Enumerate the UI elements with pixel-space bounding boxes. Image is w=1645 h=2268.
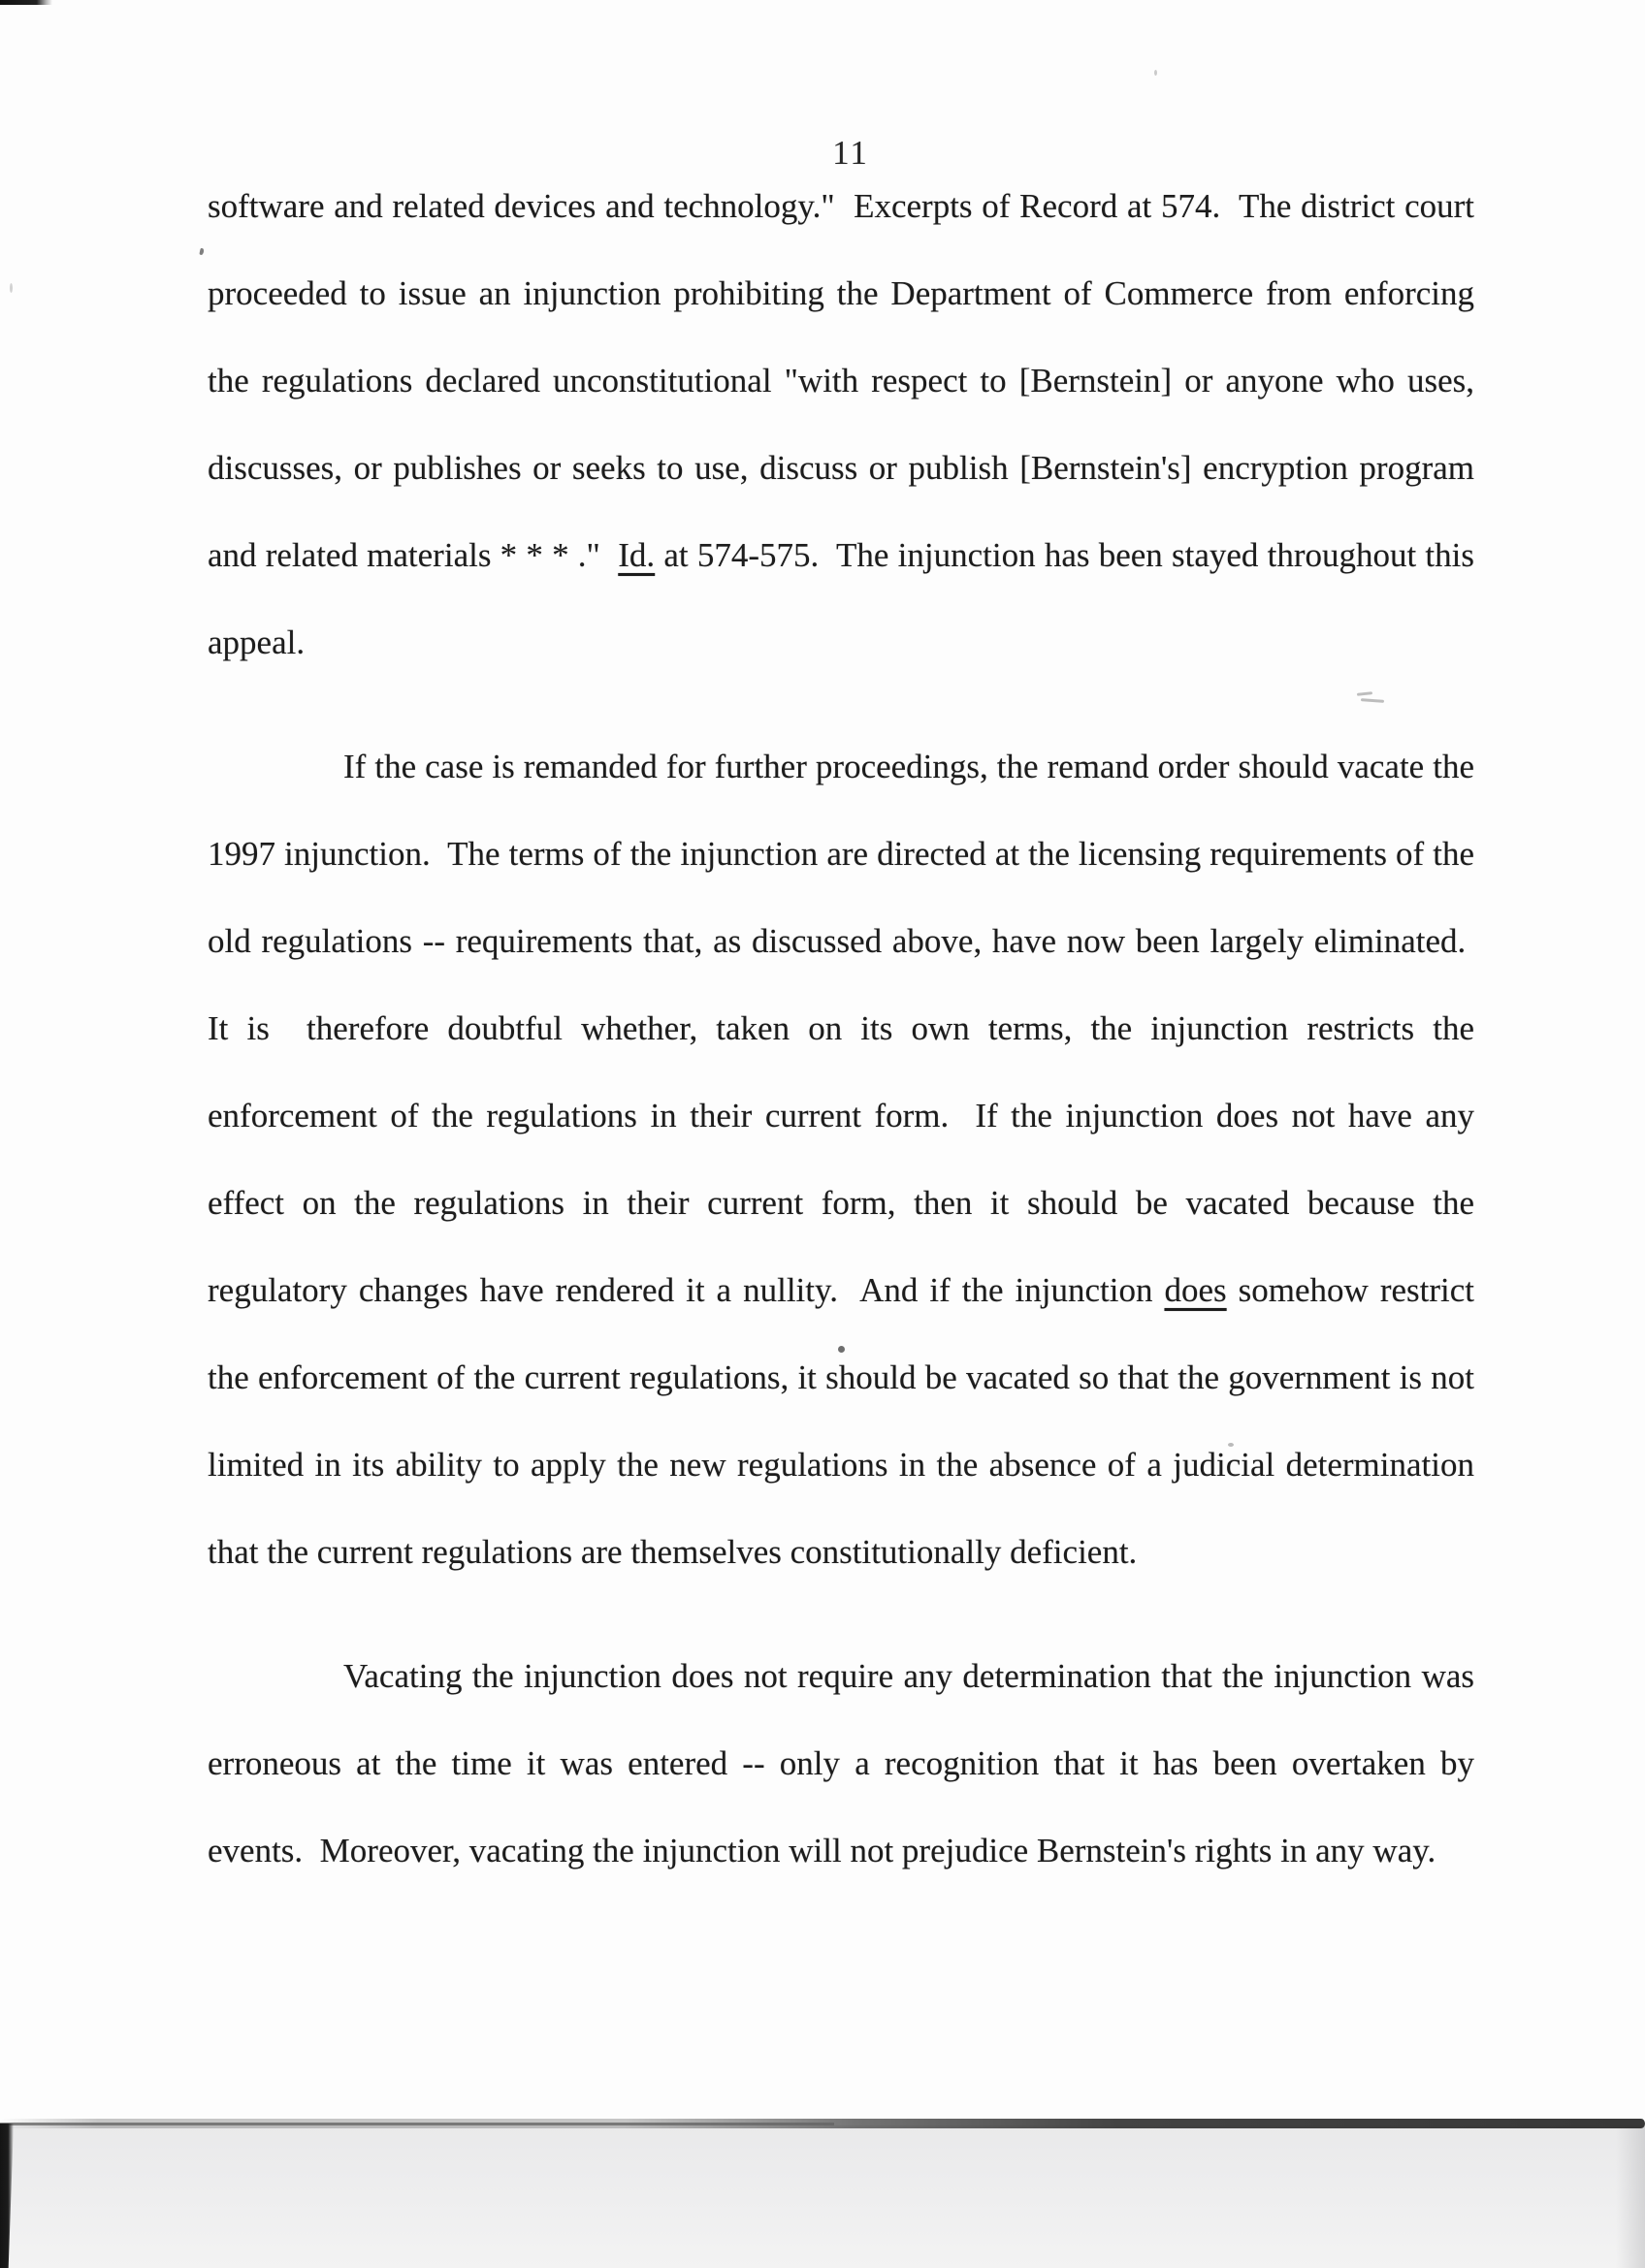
scan-artifact-bottom-line-thin: [0, 2123, 834, 2125]
scan-speck: [1154, 70, 1157, 76]
scan-artifact-bottom-left-strip: [0, 2124, 14, 2268]
text-run: If the case is remanded for further proceedings, the remand order should vacate the 1997 injunction. The terms of the injunction are directed at the licensing requirements of the old regulations -- requirements that, as discussed above, have now been largely eliminated. It is therefore doubtful whether, taken on its own terms, the injunction restricts the enforcement of the regulations in their current form. If the injunction does not have any effect on the regulations in their current form, then it should be vacated because the regulatory changes have rendered it a nullity. And if the injunction: [208, 748, 1474, 1309]
text-run: software and related devices and technology." Excerpts of Record at 574. The district court proceeded to issue an injunction prohibiting the Department of Commerce from enforcing the regulations declared unconstitutional "with respect to [Bernstein] or anyone who uses, discusses, or publishes or seeks to use, discuss or publish [Bernstein's] encryption program and related materials * * * .": [208, 187, 1474, 574]
underlined-citation: Id.: [618, 536, 656, 574]
paragraph: [208, 1633, 1474, 1895]
scan-artifact-bottom-shadow: [0, 2125, 1645, 2268]
page-number: 11: [832, 134, 869, 172]
text-run: at 574-575. The injunction has been stayed throughout this appeal.: [208, 536, 1474, 661]
paragraph: [208, 163, 1474, 687]
scan-artifact-top-left-bar: [0, 0, 52, 5]
paragraph: [208, 723, 1474, 1596]
text-run: Vacating the injunction does not require any determination that the injunction was erroneous at the time it was entered -- only a recognition that it has been overtaken by events. Moreover, vacating the injunction will not prejudice Bernstein's rights in any way.: [208, 1657, 1474, 1869]
scan-speck: [10, 283, 13, 293]
document-body: [208, 163, 1474, 1932]
scan-artifact-bottom-line: [0, 2119, 1645, 2128]
underlined-citation: does: [1164, 1271, 1227, 1309]
text-run: somehow restrict the enforcement of the current regulations, it should be vacated so that the government is not limited in its ability to apply the new regulations in the absence of a judicial determination that the current regulations are themselves constitutionally deficient.: [208, 1271, 1474, 1571]
scan-speck: [199, 248, 204, 256]
